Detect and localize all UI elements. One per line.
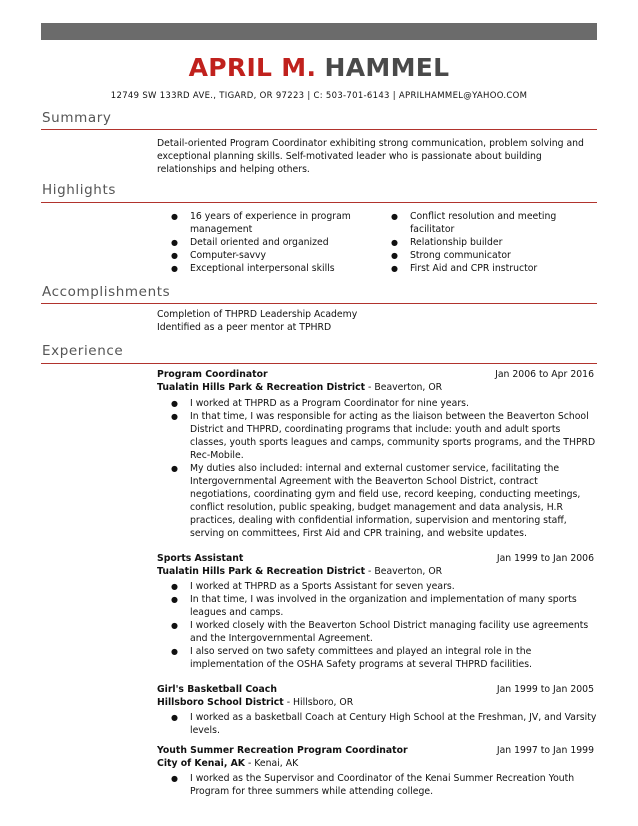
job-title: Program Coordinator (157, 369, 268, 380)
list-item: ● I worked at THPRD as a Sports Assistant for seven years. (157, 580, 597, 593)
job-title: Youth Summer Recreation Program Coordinator (157, 745, 408, 756)
list-item: ● Conflict resolution and meeting facilitator (377, 210, 597, 236)
job-dates: Jan 2006 to Apr 2016 (495, 369, 594, 380)
header-bar (41, 23, 597, 40)
employer-location: - Kenai, AK (245, 758, 299, 769)
list-item: ● Exceptional interpersonal skills (157, 262, 367, 275)
list-item: ● In that time, I was responsible for acting as the liaison between the Beaverton School District and THPRD, coordinating programs that include: youth and adult sports classes, youth sports leagues and camps, community sports programs, and the THPRD Rec-Mobile. (157, 410, 597, 462)
summary-heading: Summary (42, 110, 112, 126)
accomplishments-divider (41, 303, 597, 304)
contact-line: 12749 SW 133RD AVE., TIGARD, OR 97223 | C: 503-701-6143 | APRILHAMMEL@YAHOO.COM (110, 91, 528, 101)
employer-name: City of Kenai, AK (157, 758, 246, 769)
list-item: ● 16 years of experience in program management (157, 210, 367, 236)
list-item: ● Relationship builder (377, 236, 597, 249)
list-item: ● Detail oriented and organized (157, 236, 367, 249)
list-item: ● I worked closely with the Beaverton School District managing facility use agreements and the Intergovernmental Agreement. (157, 619, 597, 645)
employer-location: - Beaverton, OR (365, 566, 443, 577)
experience-heading: Experience (42, 343, 124, 359)
accomplishment-line: Identified as a peer mentor at TPHRD (157, 322, 332, 333)
job-dates: Jan 1999 to Jan 2006 (496, 553, 594, 564)
job-dates: Jan 1999 to Jan 2005 (496, 684, 594, 695)
employer-name: Tualatin Hills Park & Recreation District (157, 566, 366, 577)
employer-name: Hillsboro School District (157, 697, 284, 708)
experience-divider (41, 363, 597, 364)
list-item: ● I worked at THPRD as a Program Coordinator for nine years. (157, 397, 597, 410)
applicant-name (0, 53, 638, 82)
list-item: ● First Aid and CPR instructor (377, 262, 597, 275)
job-duties-list (157, 772, 597, 798)
highlights-heading: Highlights (42, 182, 116, 198)
job-title: Girl's Basketball Coach (157, 684, 277, 695)
job-employer (157, 566, 442, 577)
job-duties-list (157, 711, 597, 737)
highlights-divider (41, 202, 597, 203)
last-name: HAMMEL (324, 53, 450, 82)
job-title: Sports Assistant (157, 553, 244, 564)
employer-name: Tualatin Hills Park & Recreation District (157, 382, 366, 393)
job-duties-list (157, 580, 597, 671)
job-employer (157, 697, 353, 708)
employer-location: - Hillsboro, OR (283, 697, 354, 708)
list-item: ● My duties also included: internal and external customer service, facilitating the Intergovernmental Agreement with the Beaverton School District, contract negotiations, coordinating gym and field use, record keeping, conducting meetings, conflict resolution, public speaking, budget management and data analysis, H.R practices, dealing with confidential information, supervision and mentoring staff, serving on committees, First Aid and CPR training, and website updates. (157, 462, 597, 540)
list-item: ● I worked as the Supervisor and Coordinator of the Kenai Summer Recreation Youth Program for three summers while attending college. (157, 772, 597, 798)
summary-text: Detail-oriented Program Coordinator exhibiting strong communication, problem solving and exceptional planning skills. Self-motivated leader who is passionate about building relationships and helping others. (157, 138, 584, 175)
list-item: ● I worked as a basketball Coach at Century High School at the Freshman, JV, and Varsity levels. (157, 711, 597, 737)
list-item: ● In that time, I was involved in the organization and implementation of many sports leagues and camps. (157, 593, 597, 619)
first-name: APRIL M. (188, 53, 317, 82)
accomplishment-line: Completion of THPRD Leadership Academy (157, 309, 358, 320)
job-duties-list (157, 397, 597, 540)
highlights-right-list (377, 210, 597, 275)
job-employer (157, 382, 442, 393)
accomplishments-heading: Accomplishments (42, 284, 171, 300)
summary-divider (41, 129, 597, 130)
highlights-left-list (157, 210, 367, 275)
list-item: ● Strong communicator (377, 249, 597, 262)
employer-location: - Beaverton, OR (365, 382, 443, 393)
job-employer (157, 758, 298, 769)
list-item: ● Computer-savvy (157, 249, 367, 262)
list-item: ● I also served on two safety committees and played an integral role in the implementation of the OSHA Safety programs at several THPRD facilities. (157, 645, 597, 671)
job-dates: Jan 1997 to Jan 1999 (496, 745, 594, 756)
